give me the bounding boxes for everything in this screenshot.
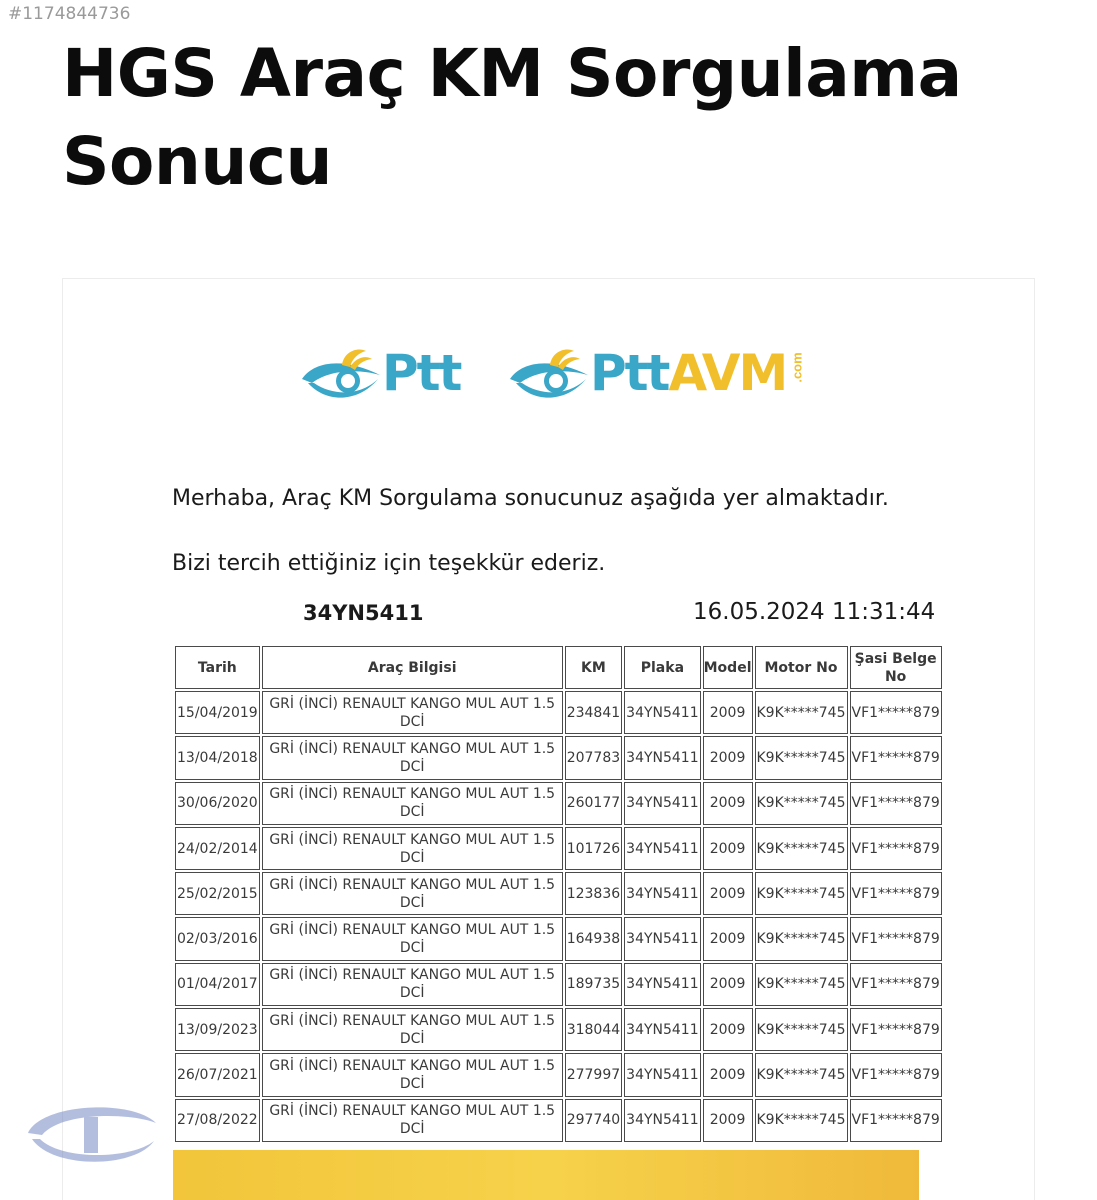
cell-arac-bilgisi: GRİ (İNCİ) RENAULT KANGO MUL AUT 1.5 DCİ [262,827,563,870]
cell-motor-no: K9K*****745 [755,691,848,734]
cell-model: 2009 [703,736,753,779]
cell-sasi-belge-no: VF1*****879 [850,1008,942,1051]
pttavm-logo-com-text: .com [789,351,805,383]
header-plaka: Plaka [624,646,700,689]
cell-arac-bilgisi: GRİ (İNCİ) RENAULT KANGO MUL AUT 1.5 DCİ [262,917,563,960]
pttavm-eye-icon [508,343,590,403]
cell-model: 2009 [703,1053,753,1096]
cell-plaka: 34YN5411 [624,1099,700,1142]
cell-km: 277997 [565,1053,622,1096]
cell-arac-bilgisi: GRİ (İNCİ) RENAULT KANGO MUL AUT 1.5 DCİ [262,1008,563,1051]
greeting-message: Merhaba, Araç KM Sorgulama sonucunuz aşağıda yer almaktadır. [172,486,889,511]
cell-model: 2009 [703,1008,753,1051]
table-row [175,782,942,825]
listing-id: #1174844736 [8,4,131,24]
cell-tarih: 02/03/2016 [175,917,260,960]
table-row [175,963,942,1006]
cell-tarih: 25/02/2015 [175,872,260,915]
cell-tarih: 26/07/2021 [175,1053,260,1096]
header-model: Model [703,646,753,689]
table-row [175,736,942,779]
cell-arac-bilgisi: GRİ (İNCİ) RENAULT KANGO MUL AUT 1.5 DCİ [262,736,563,779]
cell-sasi-belge-no: VF1*****879 [850,782,942,825]
watermark-logo-icon [22,1093,162,1173]
cell-model: 2009 [703,827,753,870]
cell-motor-no: K9K*****745 [755,782,848,825]
table-row [175,1008,942,1051]
cell-km: 123836 [565,872,622,915]
cell-km: 234841 [565,691,622,734]
cell-tarih: 13/04/2018 [175,736,260,779]
header-km: KM [565,646,622,689]
cell-arac-bilgisi: GRİ (İNCİ) RENAULT KANGO MUL AUT 1.5 DCİ [262,872,563,915]
cell-km: 260177 [565,782,622,825]
cell-motor-no: K9K*****745 [755,736,848,779]
cell-sasi-belge-no: VF1*****879 [850,736,942,779]
pttavm-logo [508,338,813,408]
table-header-row [175,646,942,689]
thanks-message: Bizi tercih ettiğiniz için teşekkür ederiz. [172,551,606,576]
cell-motor-no: K9K*****745 [755,827,848,870]
header-arac-bilgisi: Araç Bilgisi [262,646,563,689]
cell-model: 2009 [703,872,753,915]
cell-sasi-belge-no: VF1*****879 [850,963,942,1006]
cell-model: 2009 [703,963,753,1006]
table-row [175,1099,942,1142]
pttavm-logo-avm-text: AVM [668,344,787,402]
cell-plaka: 34YN5411 [624,917,700,960]
cell-motor-no: K9K*****745 [755,1099,848,1142]
cell-sasi-belge-no: VF1*****879 [850,872,942,915]
plate-number: 34YN5411 [303,601,424,625]
cell-sasi-belge-no: VF1*****879 [850,917,942,960]
query-datetime: 16.05.2024 11:31:44 [693,599,936,625]
cell-sasi-belge-no: VF1*****879 [850,691,942,734]
footer-banner [173,1150,919,1200]
header-motor-no: Motor No [755,646,848,689]
table-row [175,827,942,870]
cell-motor-no: K9K*****745 [755,1053,848,1096]
cell-arac-bilgisi: GRİ (İNCİ) RENAULT KANGO MUL AUT 1.5 DCİ [262,1099,563,1142]
table-row [175,872,942,915]
cell-plaka: 34YN5411 [624,963,700,1006]
cell-arac-bilgisi: GRİ (İNCİ) RENAULT KANGO MUL AUT 1.5 DCİ [262,691,563,734]
cell-plaka: 34YN5411 [624,736,700,779]
cell-tarih: 13/09/2023 [175,1008,260,1051]
cell-km: 189735 [565,963,622,1006]
ptt-logo [300,338,460,408]
cell-sasi-belge-no: VF1*****879 [850,1099,942,1142]
cell-km: 207783 [565,736,622,779]
pttavm-logo-ptt-text: Ptt [590,344,669,402]
table-row [175,691,942,734]
cell-sasi-belge-no: VF1*****879 [850,1053,942,1096]
logo-bar [300,338,820,408]
cell-km: 297740 [565,1099,622,1142]
cell-km: 164938 [565,917,622,960]
cell-plaka: 34YN5411 [624,691,700,734]
cell-plaka: 34YN5411 [624,1053,700,1096]
cell-km: 101726 [565,827,622,870]
cell-motor-no: K9K*****745 [755,917,848,960]
cell-plaka: 34YN5411 [624,782,700,825]
cell-model: 2009 [703,691,753,734]
table-row [175,917,942,960]
header-sasi-belge-no: Şasi Belge No [850,646,942,689]
cell-arac-bilgisi: GRİ (İNCİ) RENAULT KANGO MUL AUT 1.5 DCİ [262,1053,563,1096]
cell-motor-no: K9K*****745 [755,963,848,1006]
cell-tarih: 01/04/2017 [175,963,260,1006]
cell-plaka: 34YN5411 [624,827,700,870]
ptt-eye-icon [300,343,382,403]
table-row [175,1053,942,1096]
cell-motor-no: K9K*****745 [755,1008,848,1051]
header-tarih: Tarih [175,646,260,689]
table-body [175,691,942,1142]
cell-sasi-belge-no: VF1*****879 [850,827,942,870]
cell-model: 2009 [703,1099,753,1142]
cell-arac-bilgisi: GRİ (İNCİ) RENAULT KANGO MUL AUT 1.5 DCİ [262,782,563,825]
cell-km: 318044 [565,1008,622,1051]
cell-model: 2009 [703,782,753,825]
km-history-table [173,644,944,1144]
cell-motor-no: K9K*****745 [755,872,848,915]
cell-tarih: 27/08/2022 [175,1099,260,1142]
cell-arac-bilgisi: GRİ (İNCİ) RENAULT KANGO MUL AUT 1.5 DCİ [262,963,563,1006]
page-title: HGS Araç KM Sorgulama Sonucu [62,35,962,200]
cell-tarih: 24/02/2014 [175,827,260,870]
cell-plaka: 34YN5411 [624,1008,700,1051]
cell-plaka: 34YN5411 [624,872,700,915]
cell-model: 2009 [703,917,753,960]
cell-tarih: 30/06/2020 [175,782,260,825]
ptt-logo-text: Ptt [382,344,461,402]
cell-tarih: 15/04/2019 [175,691,260,734]
